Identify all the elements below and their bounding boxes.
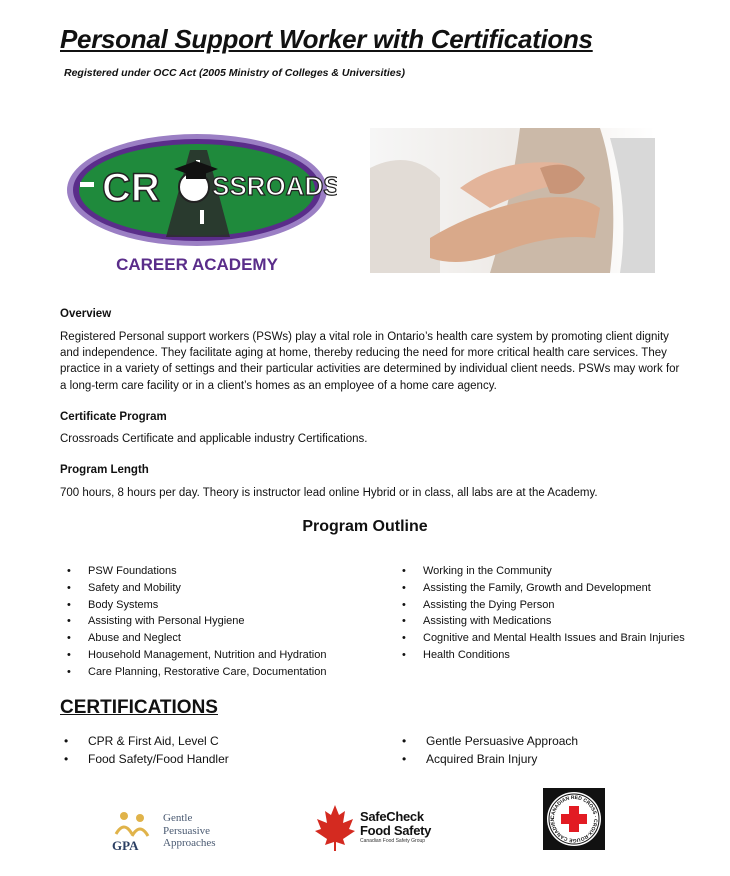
certifications-list-left (62, 732, 229, 768)
overview-heading: Overview (60, 308, 112, 320)
safecheck-line2: Food Safety (360, 823, 432, 838)
hands-photo-graphic (370, 128, 655, 273)
logo-text-cr: CR (102, 166, 160, 210)
list-item: • Acquired Brain Injury (400, 750, 578, 768)
list-item: • Assisting the Dying Person (402, 597, 685, 614)
page-subtitle: Registered under OCC Act (2005 Ministry of Colleges & Universities) (64, 67, 405, 79)
outline-list-right (402, 563, 685, 664)
gpa-text (163, 812, 216, 850)
list-item: • Gentle Persuasive Approach (400, 732, 578, 750)
red-cross-ring-text: CANADIAN RED CROSS · CROIX-ROUGE CANADIEN (549, 794, 599, 844)
list-item: • Assisting with Medications (402, 613, 685, 630)
list-item: • Body Systems (67, 597, 326, 614)
gpa-figures-icon (110, 808, 162, 856)
length-heading: Program Length (60, 464, 149, 476)
certificate-body: Crossroads Certificate and applicable industry Certifications. (60, 433, 368, 445)
logo-sub-text: CAREER ACADEMY (116, 255, 278, 274)
maple-leaf-icon (313, 803, 357, 851)
safecheck-line3: Canadian Food Safety Group (360, 838, 426, 844)
length-body: 700 hours, 8 hours per day. Theory is instructor lead online Hybrid or in class, all labs are at the Academy. (60, 487, 598, 499)
list-item: • Assisting with Personal Hygiene (67, 613, 326, 630)
certificate-heading: Certificate Program (60, 411, 167, 423)
gpa-line1: Gentle (163, 812, 193, 824)
safecheck-logo (313, 803, 443, 853)
list-item: • Care Planning, Restorative Care, Documentation (67, 664, 326, 681)
list-item: • Safety and Mobility (67, 580, 326, 597)
gpa-logo (110, 808, 240, 856)
list-item: • Abuse and Neglect (67, 630, 326, 647)
list-item: • Cognitive and Mental Health Issues and Brain Injuries (402, 630, 685, 647)
overview-body: Registered Personal support workers (PSWs) play a vital role in Ontario’s health care system by promoting client dignity and independence. They facilitate aging at home, thereby reducing the need for more critical health care services. They practice in a variety of settings and their particular activities are determined by individual client needs. PSWs may work for a long-term care facility or in a client’s homes as an employee of a home care agency. (60, 331, 680, 392)
outline-list-left (67, 563, 326, 681)
list-item: • Health Conditions (402, 647, 685, 664)
list-item: • Food Safety/Food Handler (62, 750, 229, 768)
list-item: • Working in the Community (402, 563, 685, 580)
outline-title: Program Outline (302, 518, 428, 535)
crossroads-logo (62, 125, 337, 280)
list-item: • Household Management, Nutrition and Hydration (67, 647, 326, 664)
list-item: • PSW Foundations (67, 563, 326, 580)
certifications-list-right (400, 732, 578, 768)
certifications-title: CERTIFICATIONS (60, 697, 218, 718)
logo-text-ssroads: SSROADS (212, 171, 337, 201)
red-cross-icon (543, 788, 605, 850)
red-cross-logo (543, 788, 605, 850)
gpa-line3: Approaches (163, 837, 216, 849)
page-title: Personal Support Worker with Certifications (60, 24, 593, 54)
list-item: • CPR & First Aid, Level C (62, 732, 229, 750)
gpa-line2: Persuasive (163, 824, 211, 837)
safecheck-line1: SafeCheck (360, 809, 424, 824)
gpa-mark: GPA (112, 838, 139, 853)
caregiver-hands-photo (370, 128, 655, 273)
crossroads-logo-graphic (62, 125, 337, 280)
list-item: • Assisting the Family, Growth and Development (402, 580, 685, 597)
logo-main-text: CROSSROADS (62, 125, 70, 126)
